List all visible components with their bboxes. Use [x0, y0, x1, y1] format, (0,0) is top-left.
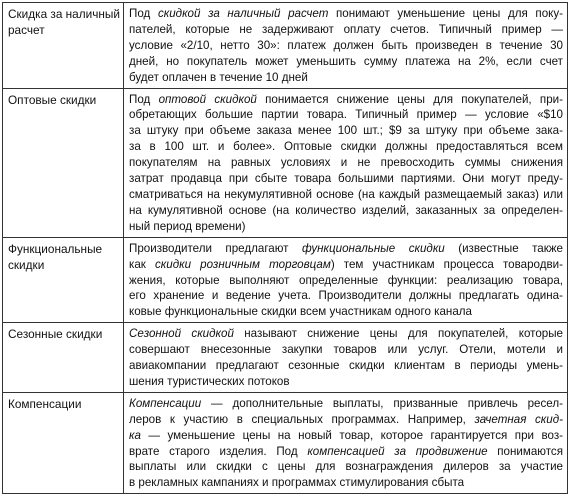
table-row — [3, 237, 568, 323]
text-run: пателей, которые не задерживают оплату счетов. Типичный пример — — [129, 22, 563, 36]
description-line — [129, 139, 563, 155]
description-line — [129, 187, 563, 203]
description-line — [129, 444, 563, 460]
term-line: Функциональные — [8, 241, 103, 256]
table-row — [3, 323, 568, 393]
text-run: шения туристических потоков — [129, 374, 290, 388]
description-line — [129, 155, 563, 171]
description-line — [129, 92, 563, 108]
description-line — [129, 257, 563, 273]
text-run: Производители предлагают — [129, 241, 302, 255]
description-line — [129, 123, 563, 139]
text-run: — дополнительные выплаты, призванные привлечь ресел- — [201, 396, 563, 410]
term-line: расчет — [8, 23, 45, 37]
description-line — [129, 304, 563, 320]
description-line — [129, 428, 563, 444]
term-line: скидки — [8, 257, 45, 272]
text-run: Под — [129, 92, 159, 106]
italic-term: оптовой скидкой — [158, 92, 257, 106]
text-run: понимается снижение цены для покупателей, при- — [256, 92, 563, 106]
description-cell — [124, 88, 568, 237]
italic-term: скидки розничным торговцам — [154, 257, 331, 271]
text-run: ) тем участникам процесса товародви- — [330, 257, 563, 271]
description-line — [129, 412, 563, 428]
description-cell — [124, 392, 568, 493]
italic-term: компенсацией за продвижение — [307, 444, 488, 458]
text-run: называют снижение цены для покупателей, которые — [233, 327, 563, 341]
text-run: условие «2/10, нетто 30»: платеж должен быть произведен в течение 30 — [129, 38, 563, 52]
text-run: за штуку при объеме заказа менее 100 шт.; $9 за штуку при объеме зака- — [129, 124, 563, 138]
description-line — [129, 396, 563, 412]
description-line — [129, 171, 563, 187]
term-cell — [3, 323, 124, 393]
text-run: (известные также — [444, 241, 563, 255]
description-cell — [124, 237, 568, 323]
description-line — [129, 342, 563, 358]
italic-term: скидкой за наличный расчет — [157, 7, 329, 20]
text-run: совершают внесезонные закупки товаров или услуг. Отели, мотели и — [129, 343, 563, 357]
term-line: Оптовые скидки — [8, 92, 97, 107]
italic-term: Сезонной скидкой — [129, 327, 234, 341]
text-run: — уменьшение цены на новый товар, которое гарантируется при воз- — [140, 428, 563, 442]
description-cell — [124, 323, 568, 393]
description-line — [129, 22, 563, 38]
text-run: ный период времени) — [129, 219, 246, 233]
term-cell — [3, 392, 124, 493]
text-run: жения, которые выполняют определенные функции: реализацию товара, — [129, 273, 563, 287]
description-line — [129, 459, 563, 475]
description-line — [129, 54, 563, 70]
term-line: Скидка за наличный — [8, 7, 120, 21]
term-cell — [3, 88, 124, 237]
table-row — [3, 88, 568, 237]
text-run: врате старого изделия. Под — [129, 444, 308, 458]
italic-term: Компенсации — [129, 396, 202, 410]
table-row — [3, 392, 568, 493]
description-line — [129, 241, 563, 257]
description-line — [129, 219, 563, 235]
text-run: будет оплачен в течение 10 дней — [129, 70, 308, 84]
description-line — [129, 358, 563, 374]
text-run: как — [129, 257, 155, 271]
italic-term: зачетная скид- — [474, 412, 563, 426]
description-line — [129, 203, 563, 219]
term-line: Сезонные скидки — [8, 327, 103, 342]
text-run: покупателям на равных условиях и не превосходить суммы снижения — [129, 156, 563, 170]
text-run: в рекламных кампаниях и программах стимулирования сбыта — [129, 476, 465, 490]
table-body — [3, 3, 568, 494]
term-cell — [3, 3, 124, 89]
text-run: выплаты или скидки с цены для вознаграждения дилеров за участие — [129, 460, 563, 474]
discount-types-table — [2, 2, 568, 494]
text-run: дней, но покупатель может уменьшить сумму платежа на 2%, если счет — [129, 54, 563, 68]
text-run: Под — [129, 7, 158, 20]
text-run: его хранение и ведение учета. Производители должны предлагать одина- — [129, 289, 563, 303]
term-line: Компенсации — [8, 396, 82, 411]
italic-term: ка — [129, 428, 141, 442]
description-line — [129, 70, 563, 86]
italic-term: функциональные скидки — [301, 241, 445, 255]
term-cell — [3, 237, 124, 323]
description-line — [129, 38, 563, 54]
description-cell — [124, 3, 568, 89]
description-line — [129, 475, 563, 491]
text-run: на кумулятивной основе (на количество изделий, заказанных за определен- — [129, 203, 563, 217]
text-run: затрат продавца при сбыте товара большими партиями. Они могут преду- — [129, 172, 563, 186]
text-run: сматриваться на некумулятивной основе (на каждый размещаемый заказ) или — [129, 187, 563, 201]
text-run: ковые функциональные скидки всем участникам одного канала — [129, 305, 472, 319]
description-line — [129, 273, 563, 289]
description-line — [129, 288, 563, 304]
description-line — [129, 374, 563, 390]
table-row — [3, 3, 568, 89]
text-run: понимаются — [487, 444, 563, 458]
text-run: обретающих большие партии товара. Типичный пример — условие «$10 — [129, 108, 563, 122]
description-line — [129, 107, 563, 123]
text-run: за в 100 шт. и более». Оптовые скидки должны предоставляться всем — [129, 140, 563, 154]
text-run: авиакомпании предлагают сезонные скидки клиентам в периоды умень- — [129, 359, 563, 373]
text-run: понимают уменьшение цены для поку- — [328, 7, 564, 20]
description-line — [129, 6, 563, 22]
text-run: леров к участию в специальных программах. Например, — [129, 412, 475, 426]
description-line — [129, 326, 563, 342]
